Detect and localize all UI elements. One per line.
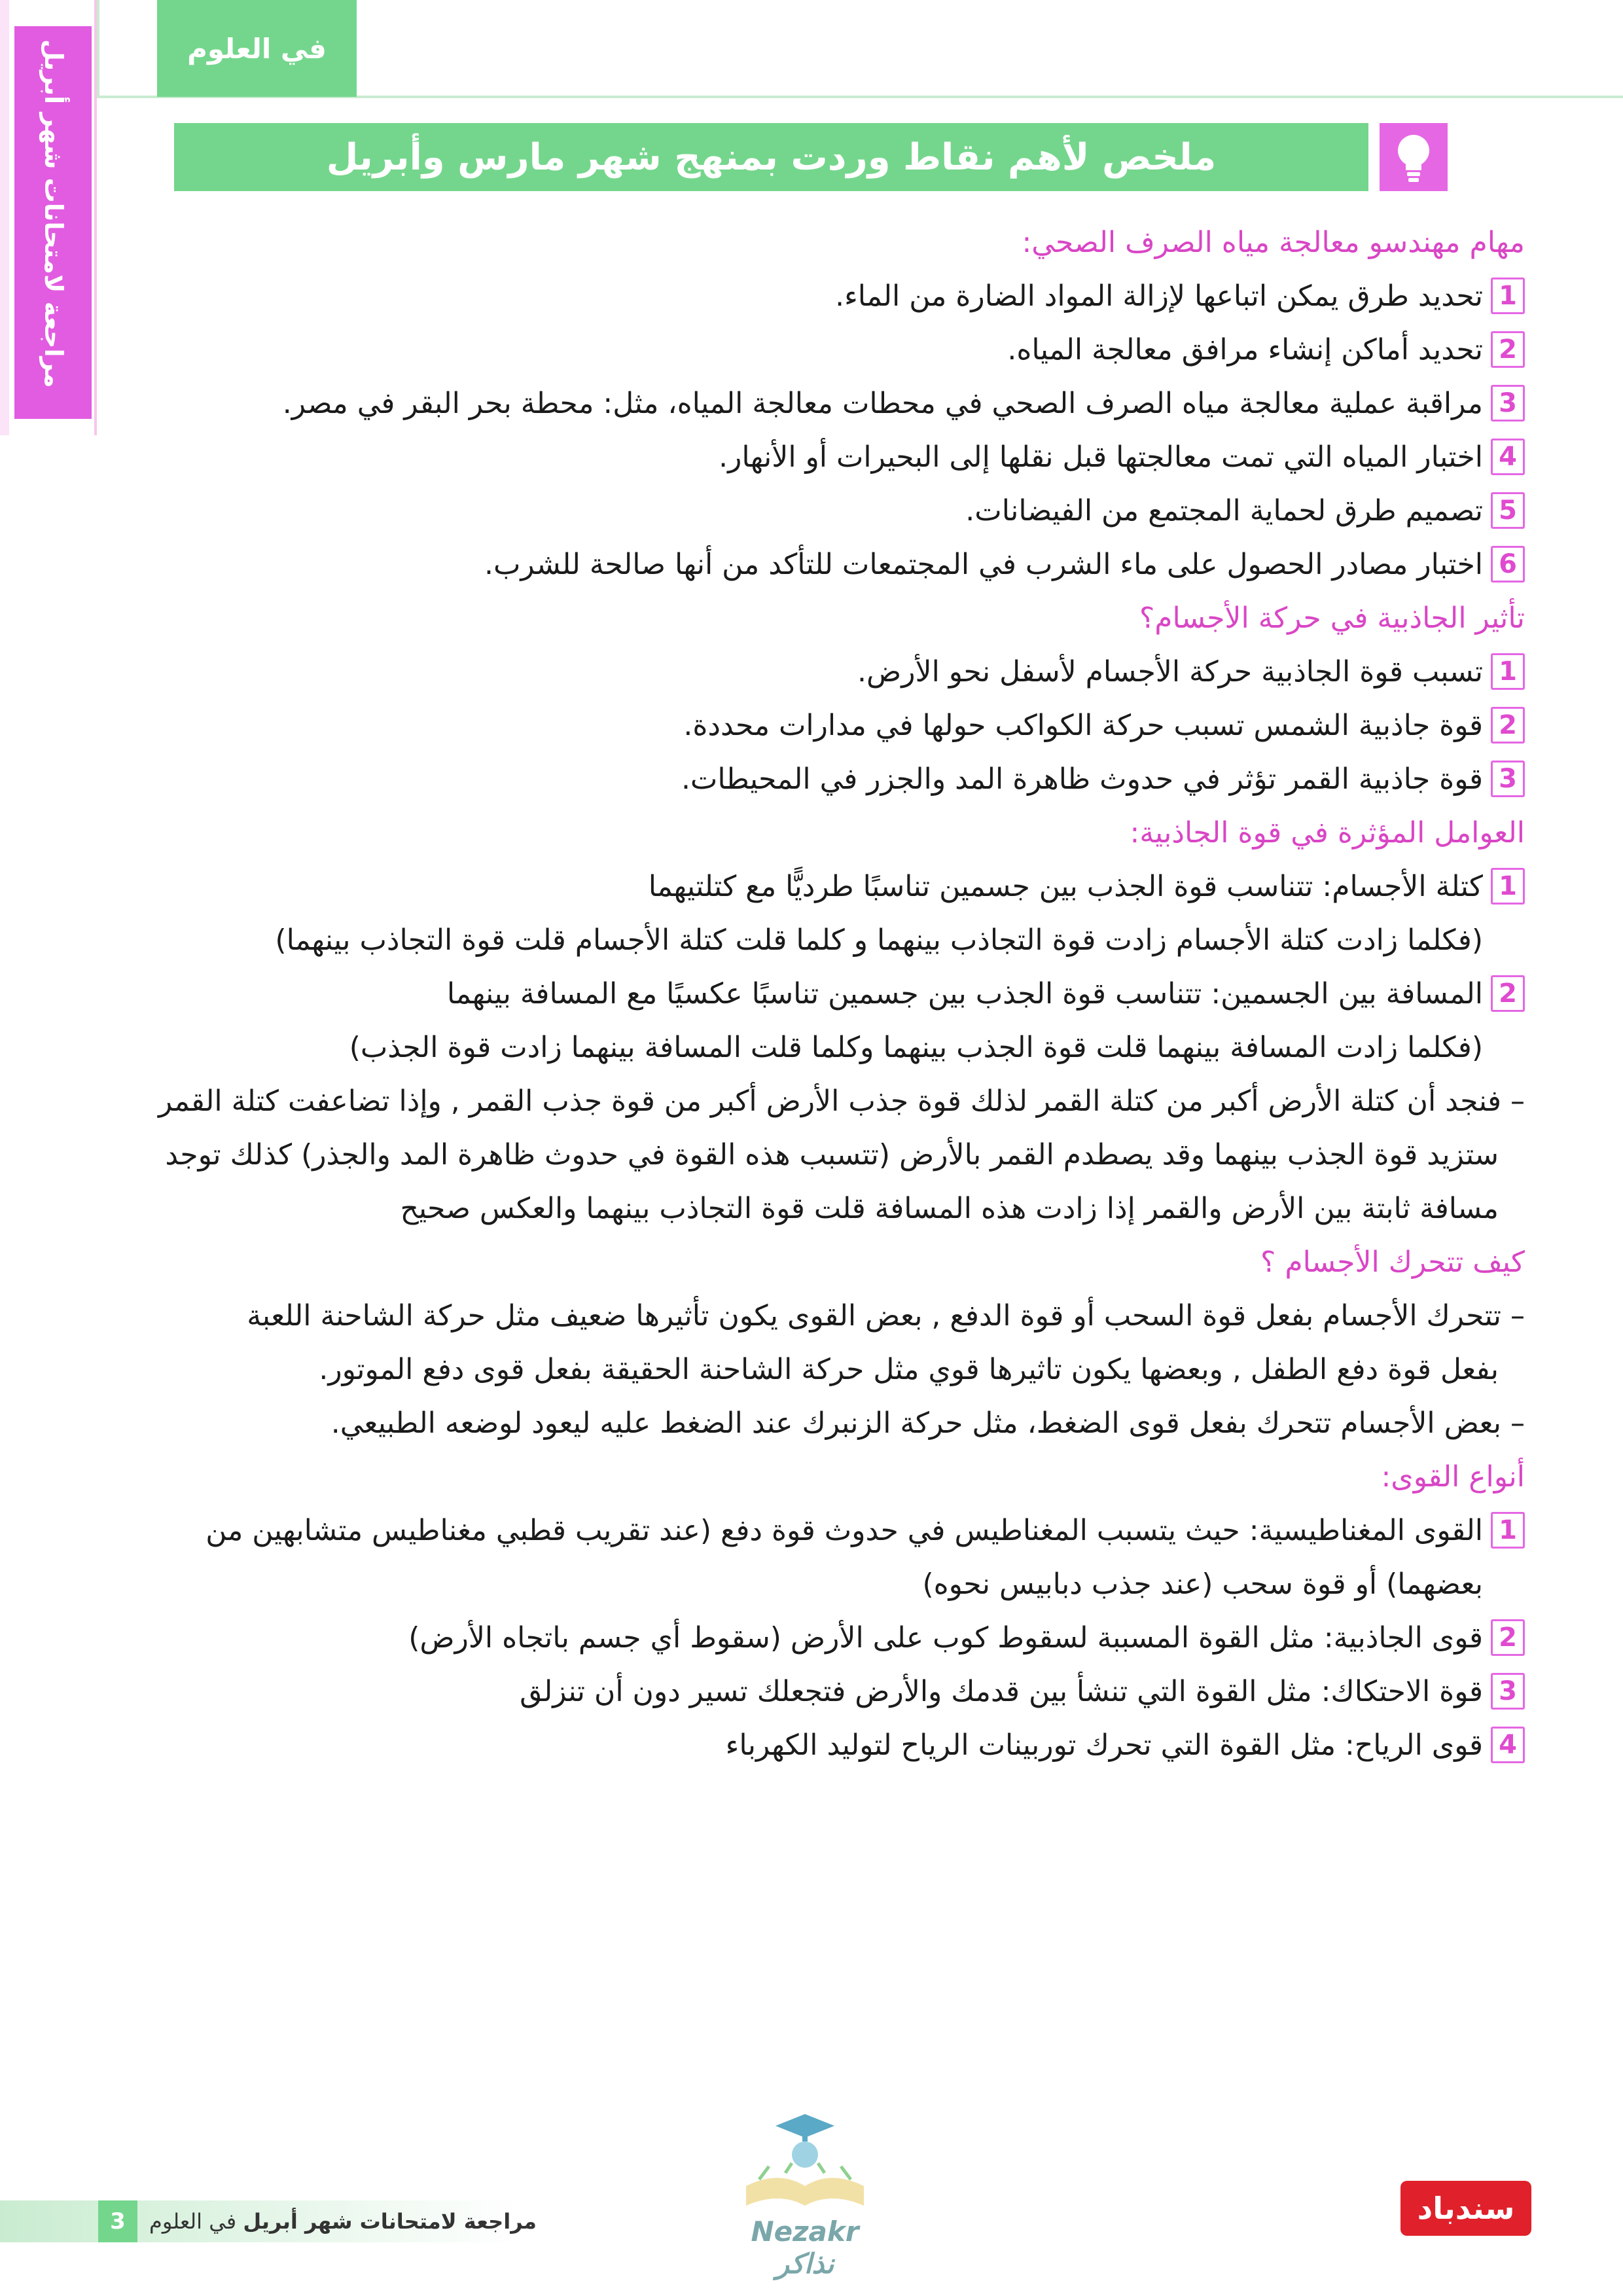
item-number: 1 (1491, 1512, 1525, 1549)
item-number: 2 (1491, 331, 1525, 368)
item-text: قوة جاذبية الشمس تسبب حركة الكواكب حولها في مدارات محددة. (683, 709, 1483, 742)
section-title-gravity-effect: تأثير الجاذبية في حركة الأجسام؟ (1139, 601, 1525, 635)
item-number: 2 (1491, 1619, 1525, 1656)
list-item (98, 431, 1525, 484)
page-number: 3 (98, 2200, 137, 2242)
side-pink-edge (0, 0, 9, 435)
note-line: مسافة ثابتة بين الأرض والقمر إذا زادت هذه المسافة قلت قوة التجاذب بينهما والعكس صحيح (400, 1192, 1499, 1225)
list-item (98, 645, 1525, 699)
paragraph-line: – تتحرك الأجسام بفعل قوة السحب أو قوة الدفع , بعض القوى يكون تأثيرها ضعيف مثل حركة الشاحنة اللعبة (247, 1299, 1525, 1333)
subject-tab: في العلوم (157, 0, 357, 97)
footer-caption (149, 2200, 537, 2242)
list-item (98, 1665, 1525, 1719)
item-text: المسافة بين الجسمين: تتناسب قوة الجذب بين جسمين تناسبًا عكسيًا مع المسافة بينهما (446, 977, 1483, 1011)
item-text: قوة جاذبية القمر تؤثر في حدوث ظاهرة المد والجزر في المحيطات. (681, 762, 1483, 796)
item-number: 5 (1491, 492, 1525, 529)
item-text: اختبار المياه التي تمت معالجتها قبل نقلها إلى البحيرات أو الأنهار. (719, 440, 1483, 474)
list-item (98, 699, 1525, 753)
list-item (98, 1611, 1525, 1665)
list-item (98, 270, 1525, 323)
item-number: 2 (1491, 975, 1525, 1012)
list-item (98, 753, 1525, 806)
list-item (98, 377, 1525, 431)
list-item (98, 1719, 1525, 1772)
item-text: اختبار مصادر الحصول على ماء الشرب في المجتمعات للتأكد من أنها صالحة للشرب. (484, 548, 1483, 581)
list-item (98, 323, 1525, 377)
list-item (98, 1504, 1525, 1558)
section-title-wastewater: مهام مهندسو معالجة مياه الصرف الصحي: (1022, 226, 1525, 259)
item-number: 3 (1491, 761, 1525, 797)
item-continuation: (فكلما زادت كتلة الأجسام زادت قوة التجاذب بينهما و كلما قلت كتلة الأجسام قلت قوة التجاذب بينهما) (275, 924, 1483, 957)
main-content (98, 216, 1525, 1772)
paragraph-line: بفعل قوة دفع الطفل , وبعضها يكون تاثيرها قوي مثل حركة الشاحنة الحقيقة بفعل قوى دفع الموتور. (319, 1353, 1499, 1386)
note-line: – فنجد أن كتلة الأرض أكبر من كتلة القمر لذلك قوة جذب الأرض أكبر من قوة جذب القمر , وإذا تضاعفت كتلة القمر (158, 1085, 1525, 1118)
item-text: تحديد أماكن إنشاء مرافق معالجة المياه. (1007, 333, 1483, 367)
item-text: قوة الاحتكاك: مثل القوة التي تنشأ بين قدمك والأرض فتجعلك تسير دون أن تنزلق (520, 1675, 1483, 1708)
item-number: 1 (1491, 653, 1525, 690)
section-title-motion: كيف تتحرك الأجسام ؟ (1260, 1246, 1525, 1279)
footer-caption-bold: مراجعة لامتحانات شهر أبريل (243, 2209, 537, 2234)
footer-caption-subject: في العلوم (149, 2209, 237, 2234)
note-line: ستزيد قوة الجذب بينهما وقد يصطدم القمر بالأرض (تتسبب هذه القوة في حدوث ظاهرة المد والجذر) كذلك توجد (165, 1138, 1499, 1172)
item-text: تسبب قوة الجاذبية حركة الأجسام لأسفل نحو الأرض. (857, 655, 1483, 689)
item-text: كتلة الأجسام: تتناسب قوة الجذب بين جسمين تناسبًا طرديًّا مع كتلتيهما (648, 870, 1483, 903)
brand-logo: سندباد (1400, 2181, 1531, 2236)
item-number: 2 (1491, 707, 1525, 744)
list-item (98, 860, 1525, 914)
item-number: 6 (1491, 546, 1525, 583)
page-title: ملخص لأهم نقاط وردت بمنهج شهر مارس وأبريل (174, 123, 1368, 191)
section-title-force-types: أنواع القوى: (1381, 1460, 1525, 1494)
item-number: 3 (1491, 385, 1525, 422)
item-text: قوى الجاذبية: مثل القوة المسببة لسقوط كوب على الأرض (سقوط أي جسم باتجاه الأرض) (408, 1621, 1483, 1655)
list-item (98, 538, 1525, 592)
list-item (98, 484, 1525, 538)
item-number: 4 (1491, 439, 1525, 475)
logo-caption: Nezakr نذاكر (751, 2215, 859, 2280)
section-title-gravity-factors: العوامل المؤثرة في قوة الجاذبية: (1130, 816, 1525, 850)
item-text: تحديد طرق يمكن اتباعها لإزالة المواد الضارة من الماء. (835, 279, 1483, 313)
paragraph-line: – بعض الأجسام تتحرك بفعل قوى الضغط، مثل حركة الزنبرك عند الضغط عليه ليعود لوضعه الطبيعي. (330, 1407, 1525, 1440)
item-text: قوى الرياح: مثل القوة التي تحرك توربينات الرياح لتوليد الكهرباء (725, 1729, 1483, 1762)
item-continuation: (فكلما زادت المسافة بينهما قلت قوة الجذب بينهما وكلما قلت المسافة بينهما زادت قوة الجذب) (349, 1031, 1483, 1064)
item-number: 3 (1491, 1673, 1525, 1710)
item-number: 1 (1491, 868, 1525, 905)
side-label: مراجعة لامتحانات شهر أبريل (39, 39, 68, 388)
item-continuation: بعضهما) أو قوة سحب (عند جذب دبابيس نحوه) (922, 1568, 1483, 1601)
item-text: تصميم طرق لحماية المجتمع من الفيضانات. (965, 494, 1483, 528)
list-item (98, 967, 1525, 1021)
item-number: 4 (1491, 1727, 1525, 1763)
item-text: مراقبة عملية معالجة مياه الصرف الصحي في محطات معالجة المياه، مثل: محطة بحر البقر في مصر. (282, 387, 1483, 420)
item-number: 1 (1491, 278, 1525, 314)
item-text: القوى المغناطيسية: حيث يتسبب المغناطيس في حدوث قوة دفع (عند تقريب قطبي مغناطيس متشابهين من (205, 1514, 1483, 1547)
lightbulb-icon (1380, 123, 1448, 191)
